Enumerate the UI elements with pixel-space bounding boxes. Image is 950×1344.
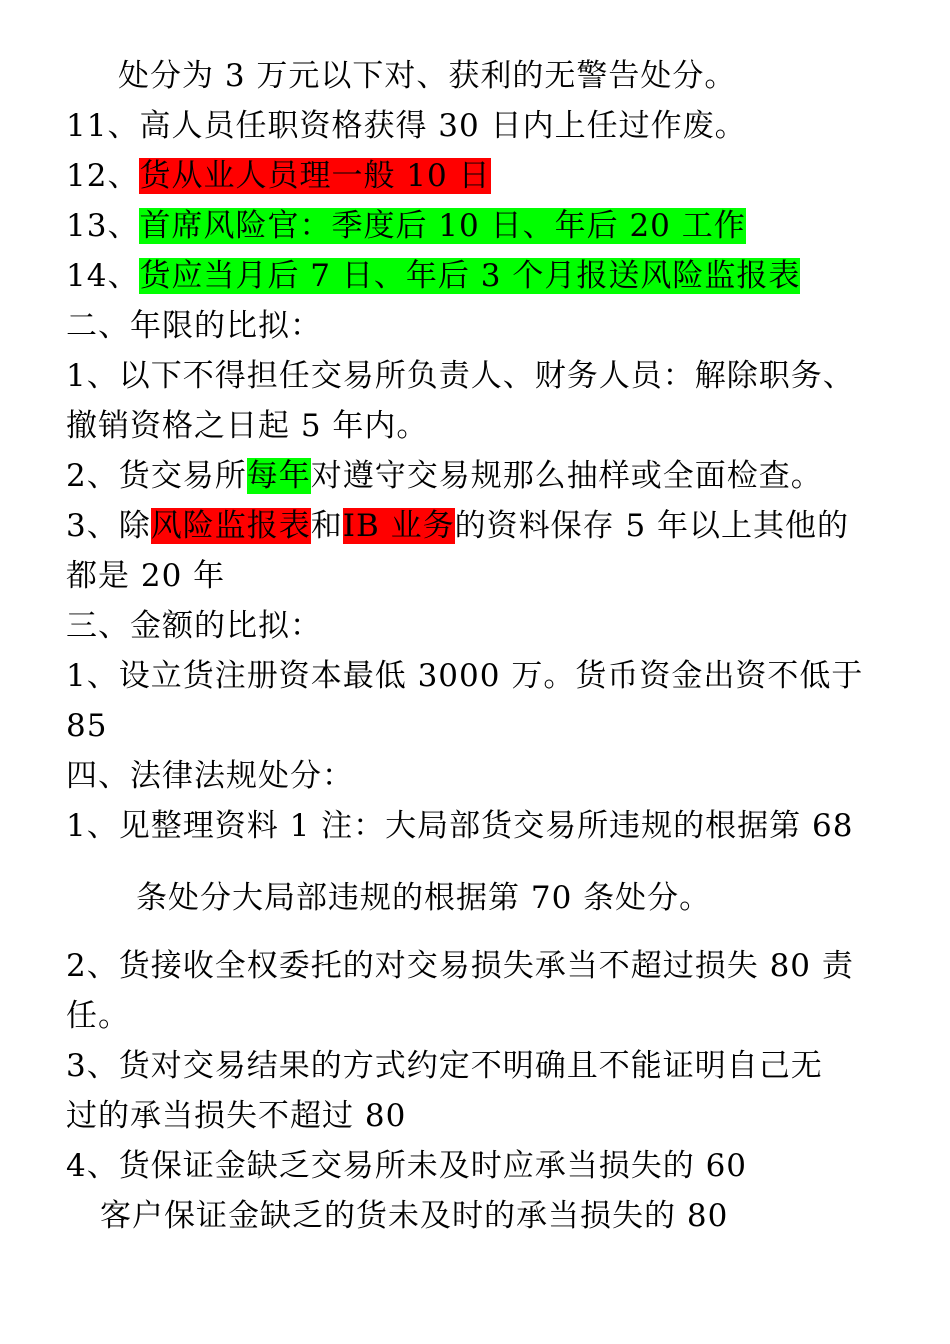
section-heading-4: 四、法律法规处分： [66, 758, 354, 794]
item-14 [66, 256, 800, 296]
item-number: 14、 [66, 258, 140, 294]
text-segment: 对遵守交易规那么抽样或全面检查。 [310, 458, 823, 494]
item-11: 11、高人员任职资格获得 30 日内上任过作废。 [66, 108, 747, 144]
text-line: 条处分大局部违规的根据第 70 条处分。 [136, 880, 712, 916]
section-heading-2: 二、年限的比拟： [66, 308, 322, 344]
highlight-red: 风险监报表 [150, 508, 311, 544]
highlight-green: 货应当月后 7 日、年后 3 个月报送风险监报表 [139, 258, 801, 294]
text-line: 4、货保证金缺乏交易所未及时应承当损失的 60 [66, 1148, 748, 1184]
item-12 [66, 156, 491, 196]
text-line: 3、货对交易结果的方式约定不明确且不能证明自己无 [66, 1048, 823, 1084]
text-line: 都是 20 年 [66, 558, 226, 594]
text-line [66, 506, 849, 546]
highlight-red: IB 业务 [342, 508, 455, 544]
text-line: 1、见整理资料 1 注：大局部货交易所违规的根据第 68 [66, 808, 854, 844]
item-13 [66, 206, 746, 246]
highlight-green: 首席风险官：季度后 10 日、年后 20 工作 [139, 208, 746, 244]
text-line: 1、以下不得担任交易所负责人、财务人员：解除职务、 [66, 358, 855, 394]
text-segment: 2、货交易所 [66, 458, 247, 494]
text-line: 处分为 3 万元以下对、获利的无警告处分。 [118, 58, 737, 94]
text-line: 1、设立货注册资本最低 3000 万。货币资金出资不低于 [66, 658, 864, 694]
text-line [66, 456, 823, 496]
text-line: 过的承当损失不超过 80 [66, 1098, 407, 1134]
highlight-red: 货从业人员理一般 10 日 [139, 158, 491, 194]
text-segment: 3、除 [66, 508, 151, 544]
text-line: 85 [66, 708, 108, 744]
highlight-green: 每年 [246, 458, 311, 494]
text-line: 客户保证金缺乏的货未及时的承当损失的 80 [100, 1198, 729, 1234]
item-number: 13、 [66, 208, 140, 244]
text-segment: 的资料保存 5 年以上其他的 [454, 508, 850, 544]
item-number: 12、 [66, 158, 140, 194]
text-segment: 和 [310, 508, 343, 544]
text-line: 撤销资格之日起 5 年内。 [66, 408, 429, 444]
text-line: 任。 [66, 998, 130, 1034]
text-line: 2、货接收全权委托的对交易损失承当不超过损失 80 责 [66, 948, 854, 984]
section-heading-3: 三、金额的比拟： [66, 608, 322, 644]
